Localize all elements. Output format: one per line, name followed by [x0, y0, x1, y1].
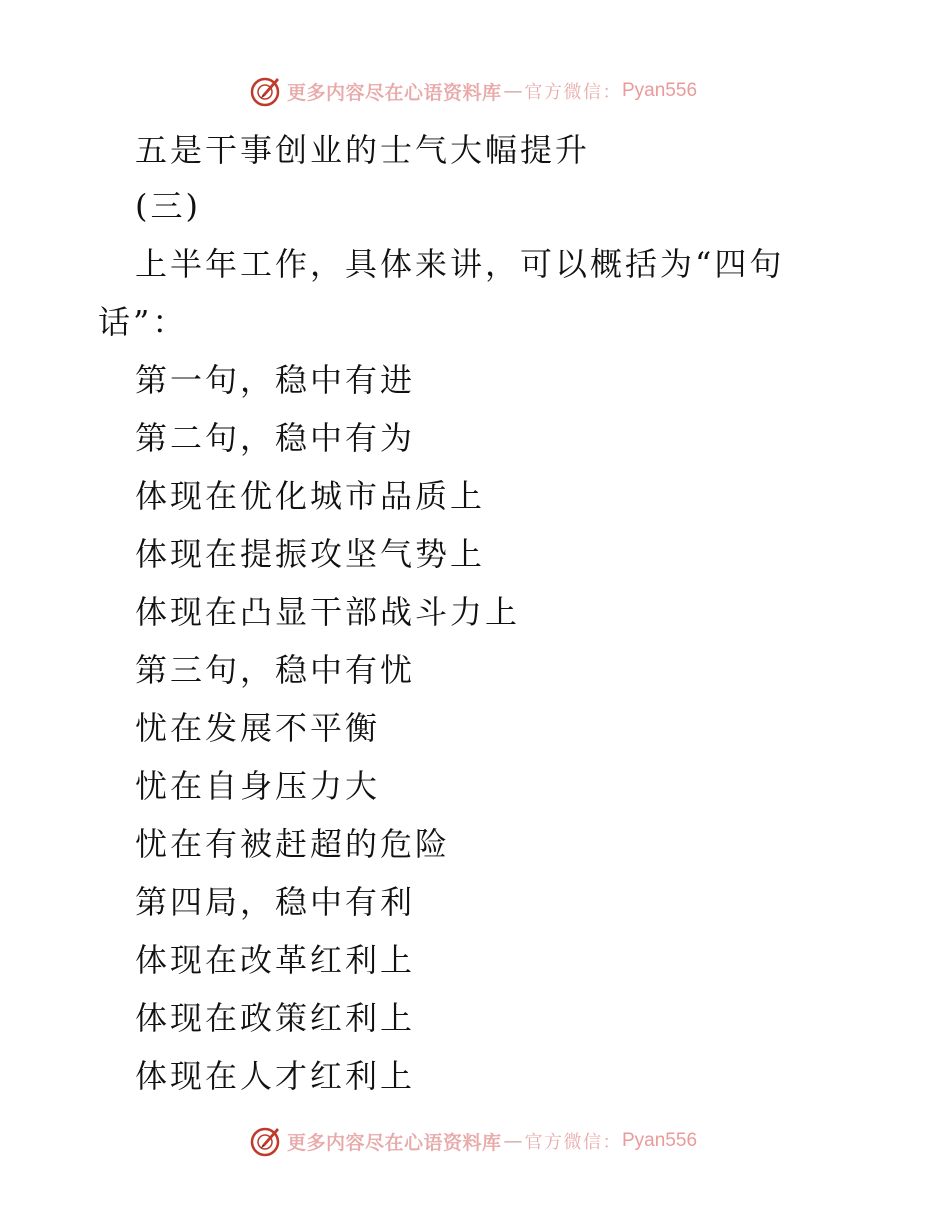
text-line: (三) — [135, 187, 201, 225]
text-line: 第三句，稳中有忧 — [135, 651, 416, 689]
header-banner — [0, 71, 950, 111]
quill-logo-icon — [249, 1124, 283, 1158]
quill-logo-icon — [249, 74, 283, 108]
text-line: 体现在改革红利上 — [135, 941, 416, 979]
banner-wechat-label: 官方微信： — [524, 82, 622, 103]
banner-wechat-label: 官方微信： — [524, 1132, 622, 1153]
text-line: 忧在发展不平衡 — [135, 709, 381, 747]
footer-banner — [0, 1121, 950, 1161]
text-line: 上半年工作，具体来讲，可以概括为“四句 — [135, 245, 785, 283]
text-line: 话”： — [98, 303, 188, 341]
text-line: 忧在有被赶超的危险 — [135, 825, 451, 863]
text-line: 体现在凸显干部战斗力上 — [135, 593, 521, 631]
text-line: 第二句，稳中有为 — [135, 419, 416, 457]
text-line: 体现在人才红利上 — [135, 1057, 416, 1095]
text-line: 体现在优化城市品质上 — [135, 477, 486, 515]
header-banner-inner — [249, 74, 697, 108]
footer-banner-inner — [249, 1124, 697, 1158]
banner-wechat-id: Pyan556 — [622, 80, 698, 101]
text-line: 忧在自身压力大 — [135, 767, 381, 805]
text-line: 第一句，稳中有进 — [135, 361, 416, 399]
banner-separator: — — [503, 80, 523, 102]
text-line: 五是干事创业的士气大幅提升 — [135, 131, 591, 169]
text-line: 体现在提振攻坚气势上 — [135, 535, 486, 573]
banner-promo-text: 更多内容尽在心语资料库 — [286, 1131, 502, 1154]
text-line: 体现在政策红利上 — [135, 999, 416, 1037]
banner-promo-text: 更多内容尽在心语资料库 — [286, 81, 502, 104]
banner-wechat-id: Pyan556 — [622, 1130, 698, 1151]
banner-separator: — — [503, 1130, 523, 1152]
text-line: 第四局，稳中有利 — [135, 883, 416, 921]
